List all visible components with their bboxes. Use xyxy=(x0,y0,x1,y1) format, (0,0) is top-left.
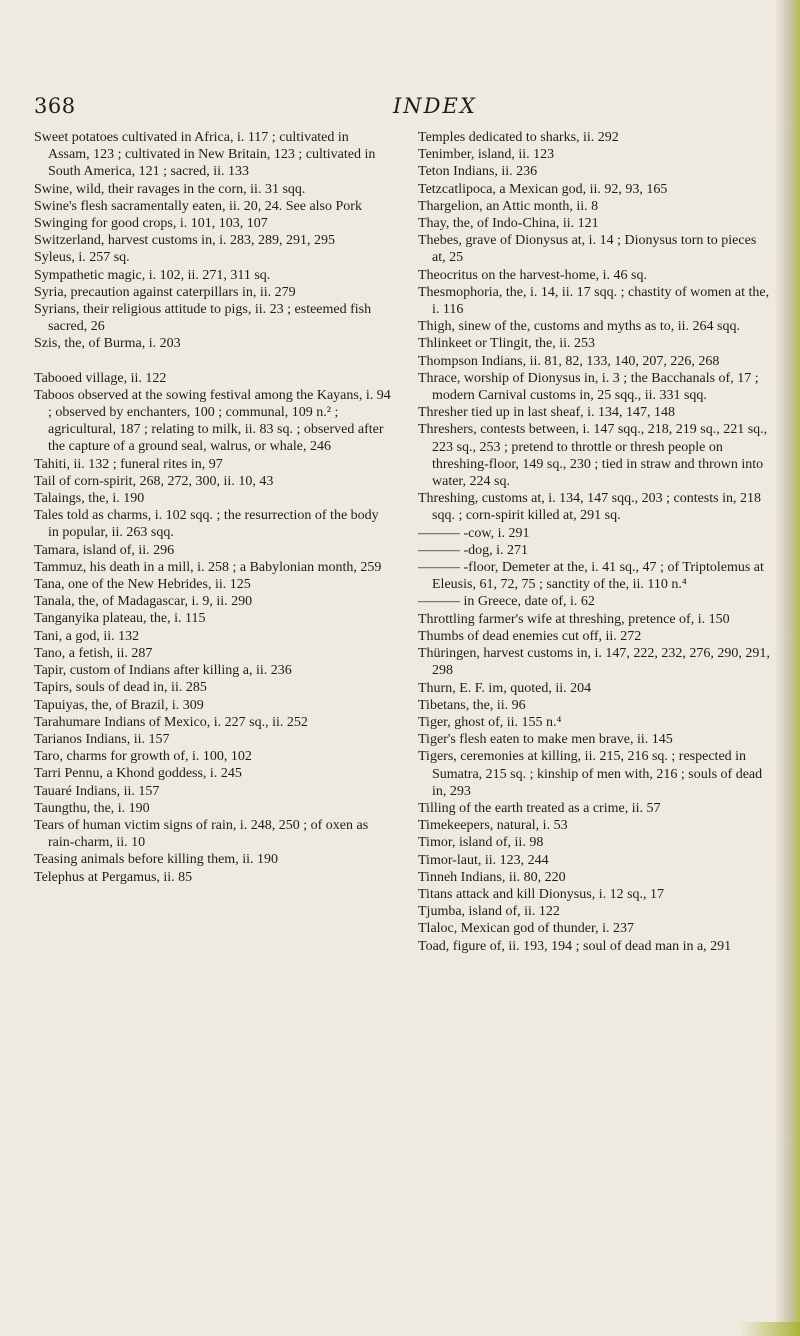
index-entry: Tano, a fetish, ii. 287 xyxy=(34,645,153,661)
index-entry: Tail of corn-spirit, 268, 272, 300, ii. 10, 43 xyxy=(34,473,274,489)
index-entry: Syria, precaution against caterpillars in, ii. 279 xyxy=(34,284,296,300)
index-entry: Thompson Indians, ii. 81, 82, 133, 140, 207, 226, 268 xyxy=(418,353,720,369)
index-entry: Timor, island of, ii. 98 xyxy=(418,835,544,851)
index-entry: Tetzcatlipoca, a Mexican god, ii. 92, 93, 165 xyxy=(418,181,668,197)
index-entry: Thay, the, of Indo-China, ii. 121 xyxy=(418,216,599,232)
index-entry: Talaings, the, i. 190 xyxy=(34,491,145,507)
index-entry: Tarianos Indians, ii. 157 xyxy=(34,731,170,747)
page-edge-bottom xyxy=(740,1322,800,1336)
index-entry: Tanala, the, of Madagascar, i. 9, ii. 290 xyxy=(34,594,253,610)
index-entry: Timor-laut, ii. 123, 244 xyxy=(418,852,549,868)
index-entry: Tauaré Indians, ii. 157 xyxy=(34,783,160,799)
index-entry: Swine, wild, their ravages in the corn, ii. 31 sqq. xyxy=(34,181,306,197)
index-entry: Tanganyika plateau, the, i. 115 xyxy=(34,611,206,627)
index-entry: Thresher tied up in last sheaf, i. 134, 147, 148 xyxy=(418,405,676,421)
index-entry: Szis, the, of Burma, i. 203 xyxy=(34,336,181,352)
index-entry: Tales told as charms, i. 102 sqq. ; the resurrection of the body in popular, ii. 263 sqq. xyxy=(34,508,379,541)
index-entry: Tiger, ghost of, ii. 155 n.⁴ xyxy=(418,714,562,730)
index-entry: ——— in Greece, date of, i. 62 xyxy=(418,594,595,610)
index-entry: Swine's flesh sacramentally eaten, ii. 20, 24. See also Pork xyxy=(34,198,362,214)
index-entry: Thüringen, harvest customs in, i. 147, 222, 232, 276, 290, 291, 298 xyxy=(418,646,770,679)
index-entry: Tarahumare Indians of Mexico, i. 227 sq., ii. 252 xyxy=(34,714,308,730)
index-entry: Threshing, customs at, i. 134, 147 sqq., 203 ; contests in, 218 sqq. ; corn-spirit killed at, 291 sq. xyxy=(418,491,761,524)
index-entry: Tigers, ceremonies at killing, ii. 215, 216 sq. ; respected in Sumatra, 215 sq. ; kinship of men with, 216 ; souls of dead in, 293 xyxy=(418,749,763,799)
left-column xyxy=(34,129,392,886)
page-header xyxy=(0,94,800,124)
index-entry: Thargelion, an Attic month, ii. 8 xyxy=(418,198,599,214)
index-entry: Throttling farmer's wife at threshing, pretence of, i. 150 xyxy=(418,611,730,627)
index-entry: Syleus, i. 257 sq. xyxy=(34,250,130,266)
index-entry: Threshers, contests between, i. 147 sqq., 218, 219 sq., 221 sq., 223 sq., 253 ; pretend to throttle or thresh people on threshing-floor, 149 sq., 230 ; tied in straw and thrown into water, 224 sq. xyxy=(418,422,768,490)
index-entry: Switzerland, harvest customs in, i. 283, 289, 291, 295 xyxy=(34,233,335,249)
index-entry: Tears of human victim signs of rain, i. 248, 250 ; of oxen as rain-charm, ii. 10 xyxy=(34,817,369,851)
index-entry: Tilling of the earth treated as a crime, ii. 57 xyxy=(418,800,661,816)
index-entry: Toad, figure of, ii. 193, 194 ; soul of dead man in a, 291 xyxy=(418,938,732,954)
index-entry: Thlinkeet or Tlingit, the, ii. 253 xyxy=(418,336,596,352)
index-entry: Teton Indians, ii. 236 xyxy=(418,164,538,180)
index-entry: Teasing animals before killing them, ii. 190 xyxy=(34,852,278,868)
index-entry: Tahiti, ii. 132 ; funeral rites in, 97 xyxy=(34,456,223,472)
index-entry: Thrace, worship of Dionysus in, i. 3 ; the Bacchanals of, 17 ; modern Carnival customs in, 25 sqq., ii. 331 sqq. xyxy=(418,370,759,404)
index-entry: Tlaloc, Mexican god of thunder, i. 237 xyxy=(418,921,634,937)
index-entry: Tinneh Indians, ii. 80, 220 xyxy=(418,869,566,885)
index-entry: Telephus at Pergamus, ii. 85 xyxy=(34,869,193,885)
index-entry: Tarri Pennu, a Khond goddess, i. 245 xyxy=(34,766,242,782)
index-entry: Tapir, custom of Indians after killing a, ii. 236 xyxy=(34,663,292,679)
index-entry: Tenimber, island, ii. 123 xyxy=(418,147,555,163)
index-entry: Tammuz, his death in a mill, i. 258 ; a Babylonian month, 259 xyxy=(34,559,382,575)
index-entry: Thebes, grave of Dionysus at, i. 14 ; Dionysus torn to pieces at, 25 xyxy=(418,233,757,266)
index-entry: Thumbs of dead enemies cut off, ii. 272 xyxy=(418,628,642,644)
index-entry: Timekeepers, natural, i. 53 xyxy=(418,818,568,834)
index-entry: Tani, a god, ii. 132 xyxy=(34,628,140,644)
page-number: 368 xyxy=(34,94,76,118)
index-entry: Syrians, their religious attitude to pigs, ii. 23 ; esteemed fish sacred, 26 xyxy=(34,302,372,335)
index-entry: Thesmophoria, the, i. 14, ii. 17 sqq. ; chastity of women at the, i. 116 xyxy=(418,284,770,318)
index-entry: Tiger's flesh eaten to make men brave, ii. 145 xyxy=(418,732,673,748)
index-entry: ——— -floor, Demeter at the, i. 41 sq., 47 ; of Triptolemus at Eleusis, 61, 72, 75 ; sanctity of the, ii. 110 n.⁴ xyxy=(418,560,764,593)
index-entry: Temples dedicated to sharks, ii. 292 xyxy=(418,130,619,145)
index-entry: Tjumba, island of, ii. 122 xyxy=(418,904,560,920)
index-entry: Theocritus on the harvest-home, i. 46 sq. xyxy=(418,267,648,283)
index-entry: Titans attack and kill Dionysus, i. 12 sq., 17 xyxy=(418,886,665,902)
index-entry: Tapirs, souls of dead in, ii. 285 xyxy=(34,680,207,696)
page-edge xyxy=(774,0,800,1336)
index-entry: Thurn, E. F. im, quoted, ii. 204 xyxy=(418,680,592,696)
index-entry: Tibetans, the, ii. 96 xyxy=(418,697,526,713)
index-entry: Tabooed village, ii. 122 xyxy=(34,370,167,386)
index-entry: Tamara, island of, ii. 296 xyxy=(34,542,175,558)
running-head: INDEX xyxy=(393,94,477,118)
index-entry: Taboos observed at the sowing festival among the Kayans, i. 94 ; observed by enchanters, 100 ; communal, 109 n.² ; agricultural, 187 ; relating to milk, ii. 83 sq. ; observed after the capture of a ground seal, walrus, or whale, 246 xyxy=(34,387,391,455)
index-entry: Swinging for good crops, i. 101, 103, 107 xyxy=(34,216,268,232)
index-entry: Thigh, sinew of the, customs and myths as to, ii. 264 sqq. xyxy=(418,319,740,335)
index-entry: Tapuiyas, the, of Brazil, i. 309 xyxy=(34,697,204,713)
index-entry: Taungthu, the, i. 190 xyxy=(34,800,150,816)
right-column xyxy=(418,129,773,955)
index-entry: Sweet potatoes cultivated in Africa, i. 117 ; cultivated in Assam, 123 ; cultivated in New Britain, 123 ; cultivated in South America, 121 ; sacred, ii. 133 xyxy=(34,130,376,180)
index-entry: ——— -dog, i. 271 xyxy=(418,542,529,558)
index-entry: Sympathetic magic, i. 102, ii. 271, 311 sq. xyxy=(34,267,271,283)
index-entry: ——— -cow, i. 291 xyxy=(418,525,530,541)
index-entry: Taro, charms for growth of, i. 100, 102 xyxy=(34,749,252,765)
index-entry: Tana, one of the New Hebrides, ii. 125 xyxy=(34,577,251,593)
